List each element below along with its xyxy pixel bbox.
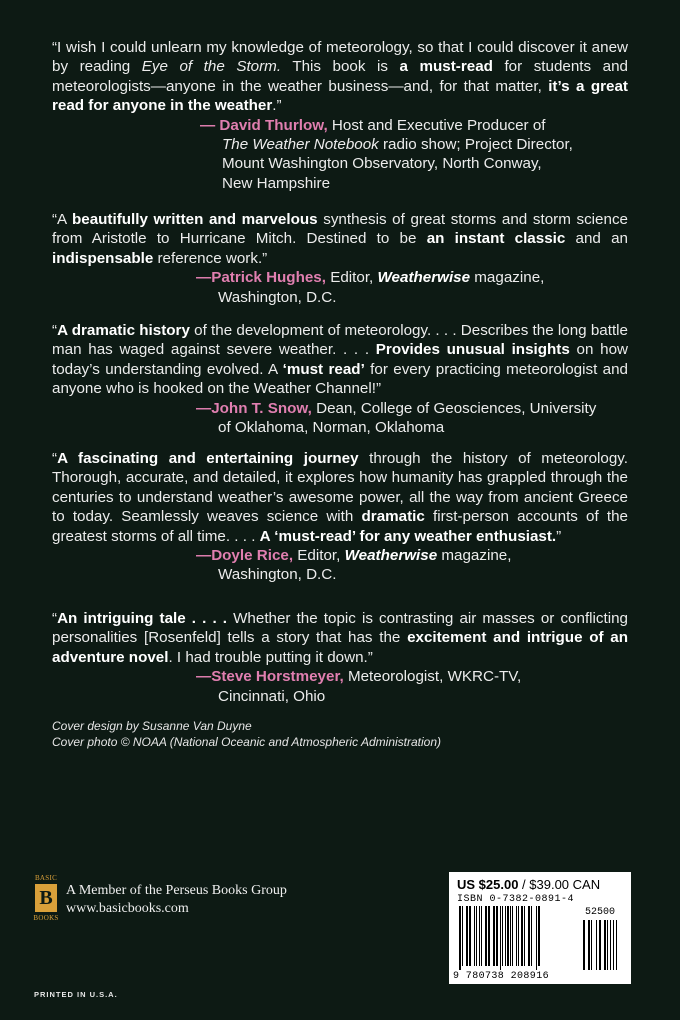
barcode-bar — [500, 906, 501, 970]
quote-segment: synthesis of great storms and storm science from Aristotle to Hurricane Mitch. Destined to be — [52, 211, 628, 248]
barcode-bar — [459, 906, 461, 970]
quote-segment: .” — [272, 97, 282, 115]
quote-attribution — [196, 546, 628, 585]
attribution-segment: Cincinnati, Ohio — [218, 687, 326, 705]
attribution-line — [196, 667, 628, 686]
ean-number: 9 780738 208916 — [453, 971, 550, 982]
price-can: / $39.00 CAN — [518, 877, 601, 892]
quote-segment: “I wish I could unlearn my knowledge of meteorology, so that I could discover it anew by reading — [52, 39, 628, 76]
attribution-line — [200, 116, 628, 135]
quote-segment: An intriguing tale . . . . — [57, 610, 227, 627]
logo-mark-icon: B — [35, 884, 57, 912]
printed-in-label: PRINTED IN U.S.A. — [34, 990, 118, 999]
quote-segment: an instant classic — [426, 230, 566, 248]
quote-segment: and an — [565, 230, 628, 248]
barcode-box — [449, 872, 631, 984]
attribution-segment: magazine, — [437, 547, 512, 565]
quote-segment: reference work.” — [153, 249, 268, 267]
attribution-line — [200, 174, 628, 193]
attribution-line — [200, 154, 628, 173]
attribution-segment: Editor, — [293, 547, 345, 565]
barcode-addon-bar — [596, 920, 597, 970]
attribution-line — [196, 268, 628, 287]
quote-segment: ” — [556, 527, 562, 545]
attribution-segment: Weatherwise — [377, 269, 471, 287]
attribution-segment: Washington, D.C. — [218, 288, 337, 306]
barcode-bar — [481, 906, 482, 966]
attribution-name: — David Thurlow, — [200, 116, 328, 134]
quote-text — [52, 210, 628, 268]
attribution-line — [196, 288, 628, 307]
cover-credits — [52, 718, 441, 750]
barcode-bar — [469, 906, 471, 966]
attribution-segment: New Hampshire — [222, 174, 331, 192]
quote-segment: on how today’s understanding evolved. A — [52, 341, 628, 378]
barcode-bar — [462, 906, 463, 966]
barcode-addon-bar — [616, 920, 617, 970]
quote-segment: beautifully written and marvelous — [71, 211, 318, 228]
barcode-addon-bar — [610, 920, 611, 970]
logo-bottom-text: BOOKS — [33, 914, 59, 922]
quote-attribution — [200, 116, 628, 194]
attribution-line — [200, 135, 628, 154]
quote-segment: it’s a great read for anyone in the weather — [52, 77, 628, 115]
attribution-name: —Patrick Hughes, — [196, 269, 326, 287]
barcode-bar — [507, 906, 509, 966]
barcode-addon-bar — [604, 920, 606, 970]
quote-segment: of the development of meteorology. . . . Describes the long battle man has waged against severe weather. . . . — [52, 322, 628, 359]
barcode-bar — [474, 906, 475, 966]
quote-1 — [52, 38, 628, 193]
quote-segment: dramatic — [361, 508, 425, 526]
barcode-bar — [516, 906, 517, 966]
attribution-segment: radio show; Project Director, — [378, 136, 573, 154]
barcode-bar — [518, 906, 519, 966]
quote-segment: This book is — [281, 58, 400, 76]
barcode-addon-bar — [583, 920, 585, 970]
attribution-segment: Weatherwise — [344, 547, 438, 565]
quote-4 — [52, 449, 628, 585]
barcode-bar — [531, 906, 532, 966]
quote-segment: Whether the topic is contrasting air masses or conflicting personalities [Rosenfeld] tells a story that has the — [52, 610, 628, 647]
barcode-bar — [493, 906, 495, 966]
attribution-name: —Steve Horstmeyer, — [196, 668, 344, 686]
quote-segment: “ — [52, 450, 58, 467]
quote-2 — [52, 210, 628, 307]
barcode-bar — [521, 906, 523, 966]
attribution-segment: of Oklahoma, Norman, Oklahoma — [218, 419, 445, 437]
quote-segment: A fascinating and entertaining journey — [57, 450, 359, 467]
quote-segment: excitement and intrigue of an adventure novel — [52, 629, 628, 666]
attribution-segment: The Weather Notebook — [222, 136, 379, 154]
quote-segment: . I had trouble putting it down.” — [168, 648, 373, 666]
quote-segment: a must-read — [399, 58, 493, 76]
quote-segment: A ‘must-read’ for any weather enthusiast. — [259, 527, 557, 545]
barcode-addon-bar — [591, 920, 592, 970]
barcode-addon-bar — [588, 920, 590, 970]
quote-segment: Provides unusual insights — [375, 341, 570, 359]
logo-top-text: BASIC — [34, 874, 58, 882]
quote-text — [52, 609, 628, 667]
barcode-addon-number: 52500 — [585, 907, 616, 918]
barcode-bar — [536, 906, 537, 970]
quote-segment: “ — [52, 610, 58, 627]
barcode-bar — [479, 906, 480, 966]
quote-segment: first-person accounts of the greatest storms of all time. . . . — [52, 508, 628, 545]
quote-attribution — [196, 667, 628, 706]
barcode-bar — [502, 906, 503, 966]
attribution-segment: magazine, — [470, 269, 545, 287]
quote-segment: Eye of the Storm. — [141, 58, 282, 76]
barcode-bar — [485, 906, 487, 966]
quote-text — [52, 449, 628, 546]
barcode-bar — [510, 906, 511, 966]
barcode-bar — [488, 906, 490, 966]
quote-attribution — [196, 399, 628, 438]
isbn-number: ISBN 0-7382-0891-4 — [457, 894, 575, 905]
attribution-line — [196, 565, 628, 584]
quote-segment: “A — [52, 211, 72, 228]
publisher-logo — [34, 874, 58, 924]
attribution-line — [196, 687, 628, 706]
attribution-segment: Meteorologist, WKRC-TV, — [343, 668, 522, 686]
barcode-bar — [476, 906, 477, 966]
quote-segment: for students and meteorologists—anyone in the weather business—and, for that matter, — [52, 58, 628, 95]
attribution-line — [196, 546, 628, 565]
quote-text — [52, 321, 628, 399]
attribution-name: —John T. Snow, — [196, 399, 312, 417]
quote-segment: for every practicing meteorologist and anyone who is hooked on the Weather Channel!” — [52, 360, 629, 398]
barcode-bar — [496, 906, 498, 966]
barcode-addon-bar — [613, 920, 614, 970]
publisher-block — [34, 874, 354, 924]
price-us: US $25.00 — [457, 877, 519, 892]
quote-attribution — [196, 268, 628, 307]
barcode-bar — [524, 906, 525, 966]
publisher-text — [66, 882, 287, 918]
barcode-bar — [528, 906, 530, 966]
quote-5 — [52, 609, 628, 706]
barcode-addon-bar — [607, 920, 608, 970]
barcode-bar — [505, 906, 506, 966]
attribution-segment: Dean, College of Geosciences, University — [311, 399, 597, 417]
cover-design-credit: Cover design by Susanne Van Duyne — [52, 719, 252, 733]
price-label — [457, 877, 600, 892]
quote-segment: “ — [52, 322, 58, 339]
publisher-member-line: A Member of the Perseus Books Group — [66, 883, 287, 898]
attribution-line — [196, 399, 628, 418]
barcode-bar — [512, 906, 513, 966]
attribution-name: —Doyle Rice, — [196, 547, 294, 565]
publisher-url[interactable]: www.basicbooks.com — [66, 901, 189, 916]
attribution-segment: Editor, — [325, 269, 378, 287]
attribution-segment: Mount Washington Observatory, North Conway, — [222, 155, 542, 173]
barcode-addon-bar — [599, 920, 601, 970]
attribution-segment: Washington, D.C. — [218, 566, 337, 584]
quote-segment: indispensable — [52, 249, 154, 267]
attribution-line — [196, 418, 628, 437]
attribution-segment: Host and Executive Producer of — [327, 116, 546, 134]
quote-3 — [52, 321, 628, 437]
cover-photo-credit: Cover photo © NOAA (National Oceanic and Atmospheric Administration) — [52, 735, 442, 749]
quote-segment: through the history of meteorology. Thorough, accurate, and detailed, it explores how humanity has grappled through the centuries to understand weather’s awesome power, all the way from ancient Greece to today. Seamlessly weaves science with — [52, 450, 628, 526]
quote-segment: ‘must read’ — [282, 360, 365, 378]
quote-segment: A dramatic history — [57, 322, 190, 339]
quote-text — [52, 38, 628, 116]
barcode-bar — [466, 906, 468, 966]
barcode-bar — [538, 906, 540, 966]
